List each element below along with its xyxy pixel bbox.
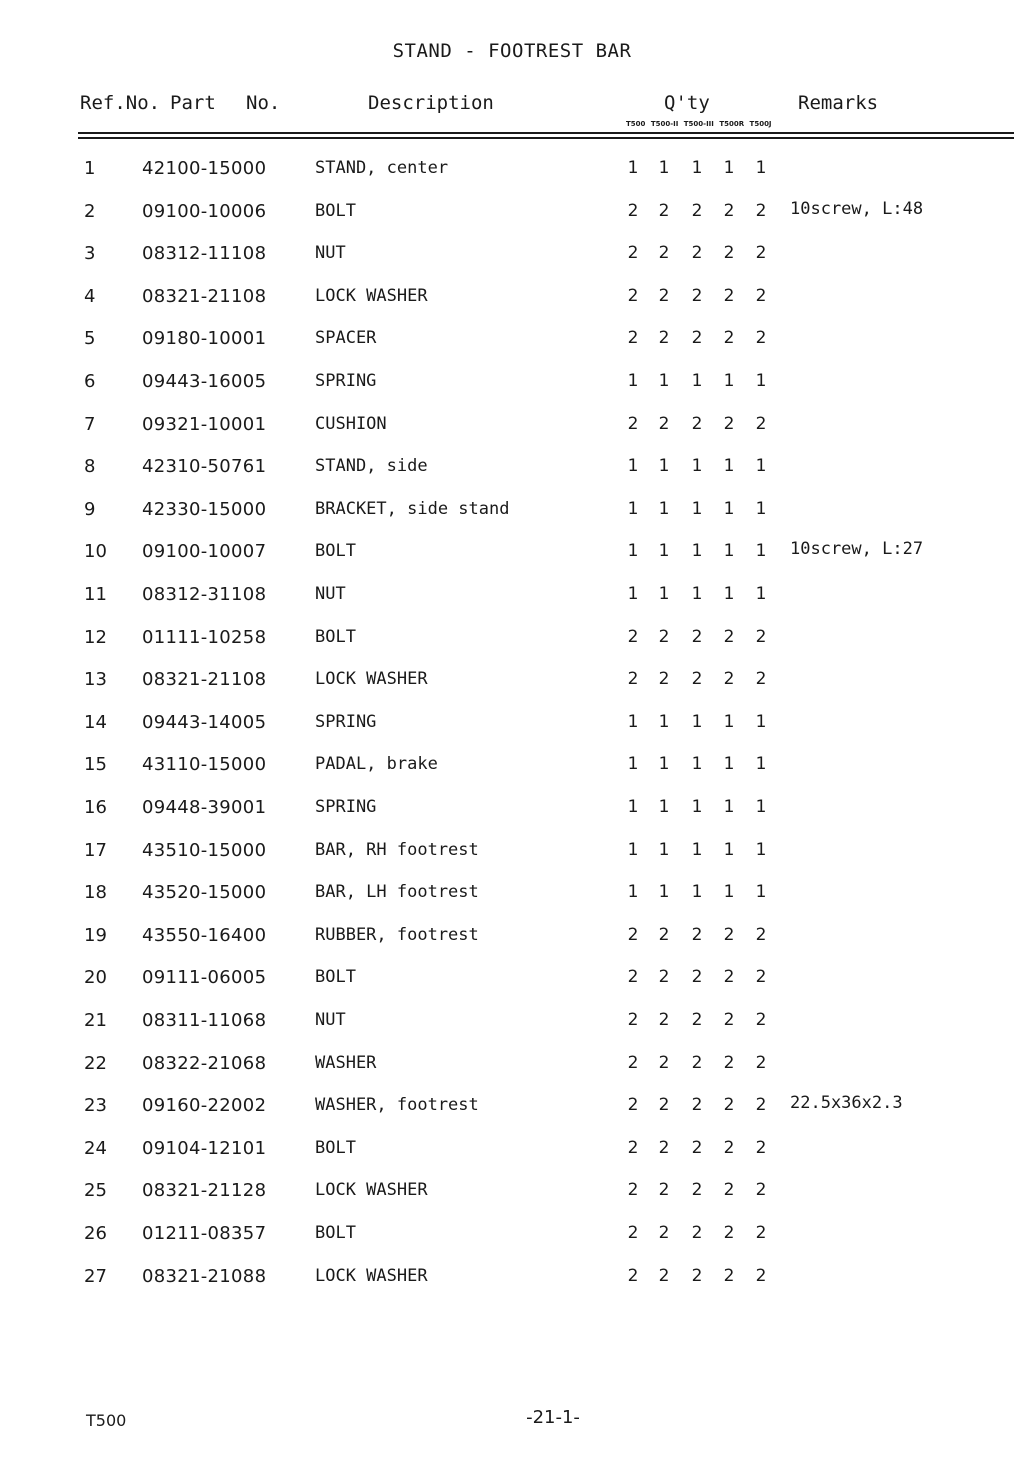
- qty-cell: 1: [691, 711, 703, 732]
- qty-cell: 2: [658, 1180, 670, 1201]
- table-row: [0, 712, 1024, 754]
- qty-cell: 1: [691, 882, 703, 903]
- table-row: [0, 925, 1024, 967]
- qty-cell: 2: [627, 669, 639, 690]
- table-row: [0, 584, 1024, 626]
- qty-cell: 1: [723, 371, 735, 391]
- qty-cell: 2: [658, 285, 670, 306]
- part-number: 08312-31108: [142, 584, 267, 605]
- qty-cell: 2: [691, 243, 703, 264]
- table-row: [0, 1180, 1024, 1222]
- ref-number: 21: [84, 1010, 107, 1031]
- table-row: [0, 1138, 1024, 1180]
- qty-cell: 2: [723, 413, 735, 434]
- qty-cell: 1: [627, 498, 639, 519]
- qty-cell: 1: [723, 456, 735, 477]
- part-number: 01211-08357: [142, 1223, 267, 1244]
- qty-cell: 2: [627, 1052, 639, 1073]
- qty-cell: 1: [723, 754, 735, 775]
- qty-cell: 2: [755, 967, 767, 988]
- qty-cell: 2: [627, 200, 639, 221]
- qty-cell: 2: [627, 328, 639, 349]
- part-description: BOLT: [315, 541, 356, 562]
- qty-cell: 2: [691, 1010, 703, 1030]
- part-number: 08311-11068: [142, 1010, 267, 1031]
- part-number: 09321-10001: [142, 413, 267, 435]
- ref-number: 24: [84, 1137, 107, 1159]
- part-description: SPRING: [315, 371, 377, 391]
- part-number: 09160-22002: [142, 1095, 267, 1117]
- part-number: 09448-39001: [142, 797, 267, 818]
- qty-cell: 2: [691, 285, 703, 306]
- qty-cell: 2: [658, 1010, 670, 1030]
- qty-cell: 2: [691, 1223, 703, 1243]
- qty-cell: 1: [658, 158, 670, 178]
- qty-cell: 2: [691, 1052, 703, 1073]
- qty-cell: 1: [691, 158, 703, 178]
- table-row: [0, 456, 1024, 498]
- qty-cell: 2: [755, 1095, 767, 1116]
- part-description: PADAL, brake: [315, 754, 438, 775]
- table-row: [0, 414, 1024, 456]
- qty-cell: 1: [755, 456, 767, 477]
- part-number: 08312-11108: [142, 243, 267, 265]
- table-row: [0, 1053, 1024, 1095]
- qty-cell: 2: [723, 328, 735, 349]
- qty-cell: 2: [755, 413, 767, 434]
- qty-model-columns: [626, 120, 776, 128]
- qty-cell: 1: [627, 754, 639, 775]
- part-description: LOCK WASHER: [315, 1265, 428, 1286]
- qty-cell: 2: [627, 1180, 639, 1201]
- part-description: BOLT: [315, 626, 356, 647]
- qty-cell: 2: [658, 669, 670, 690]
- qty-cell: 1: [658, 882, 670, 903]
- qty-cell: 1: [755, 754, 767, 775]
- ref-number: 7: [84, 413, 96, 435]
- part-number: 42310-50761: [142, 456, 267, 478]
- ref-number: 6: [84, 371, 96, 392]
- qty-cell: 2: [723, 924, 735, 945]
- qty-cell: 2: [755, 328, 767, 349]
- qty-cell: 1: [691, 498, 703, 519]
- qty-cell: 1: [755, 711, 767, 732]
- qty-cell: 2: [723, 967, 735, 988]
- model-label: T500: [626, 120, 646, 128]
- part-description: BRACKET, side stand: [315, 498, 510, 519]
- qty-cell: 2: [723, 1137, 735, 1158]
- header-ref-no: Ref.No.: [80, 92, 161, 114]
- part-number: 09100-10006: [142, 200, 267, 222]
- qty-cell: 1: [723, 797, 735, 817]
- qty-cell: 1: [723, 711, 735, 732]
- qty-cell: 2: [755, 1137, 767, 1158]
- table-row: [0, 882, 1024, 924]
- qty-cell: 1: [658, 584, 670, 604]
- qty-cell: 1: [691, 754, 703, 775]
- table-row: [0, 541, 1024, 583]
- ref-number: 20: [84, 967, 107, 989]
- part-description: WASHER: [315, 1052, 377, 1073]
- qty-cell: 1: [755, 158, 767, 178]
- part-number: 08322-21068: [142, 1052, 267, 1074]
- part-description: LOCK WASHER: [315, 1180, 428, 1201]
- part-description: RUBBER, footrest: [315, 924, 479, 945]
- qty-cell: 2: [658, 413, 670, 434]
- ref-number: 16: [84, 797, 107, 818]
- qty-cell: 2: [723, 1180, 735, 1201]
- qty-cell: 1: [627, 882, 639, 903]
- page-number: -21-1-: [526, 1407, 580, 1428]
- qty-cell: 2: [755, 200, 767, 221]
- ref-number: 27: [84, 1265, 107, 1287]
- ref-number: 5: [84, 328, 96, 350]
- qty-cell: 1: [691, 541, 703, 562]
- part-description: BOLT: [315, 1223, 356, 1243]
- qty-cell: 1: [723, 158, 735, 178]
- footer-model: T500: [86, 1411, 127, 1430]
- qty-cell: 2: [755, 1010, 767, 1030]
- ref-number: 8: [84, 456, 96, 478]
- header-qty: Q'ty: [664, 92, 710, 114]
- header-no: No.: [246, 92, 281, 114]
- model-label: T500-II: [650, 120, 679, 128]
- qty-cell: 2: [658, 1265, 670, 1286]
- model-label: T500R: [719, 120, 745, 128]
- model-label: T500J: [749, 120, 772, 128]
- part-number: 08321-21108: [142, 285, 267, 307]
- qty-cell: 1: [755, 882, 767, 903]
- part-description: SPACER: [315, 328, 377, 349]
- part-number: 43550-16400: [142, 924, 267, 946]
- part-description: STAND, side: [315, 456, 428, 477]
- qty-cell: 1: [691, 456, 703, 477]
- ref-number: 1: [84, 158, 96, 179]
- ref-number: 3: [84, 243, 96, 265]
- header-description: Description: [368, 92, 494, 114]
- qty-cell: 1: [658, 754, 670, 775]
- qty-cell: 2: [658, 200, 670, 221]
- qty-cell: 2: [658, 1137, 670, 1158]
- ref-number: 13: [84, 669, 107, 691]
- qty-cell: 2: [658, 243, 670, 264]
- qty-cell: 2: [627, 626, 639, 647]
- ref-number: 15: [84, 754, 107, 776]
- qty-cell: 2: [658, 1095, 670, 1116]
- qty-cell: 2: [627, 243, 639, 264]
- part-description: NUT: [315, 1010, 346, 1030]
- ref-number: 12: [84, 626, 107, 648]
- part-description: SPRING: [315, 711, 377, 732]
- table-row: [0, 243, 1024, 285]
- table-row: [0, 286, 1024, 328]
- qty-cell: 2: [658, 924, 670, 945]
- part-description: BOLT: [315, 1137, 356, 1158]
- qty-cell: 2: [627, 924, 639, 945]
- table-row: [0, 328, 1024, 370]
- qty-cell: 1: [627, 371, 639, 391]
- qty-cell: 2: [723, 243, 735, 264]
- qty-cell: 2: [691, 626, 703, 647]
- table-row: [0, 1223, 1024, 1265]
- ref-number: 17: [84, 839, 107, 861]
- part-description: WASHER, footrest: [315, 1095, 479, 1116]
- part-description: STAND, center: [315, 158, 449, 178]
- qty-cell: 2: [723, 1223, 735, 1243]
- ref-number: 4: [84, 285, 96, 307]
- qty-cell: 2: [723, 1052, 735, 1073]
- part-number: 08321-21108: [142, 669, 267, 691]
- model-label: T500-III: [683, 120, 714, 128]
- qty-cell: 2: [723, 1010, 735, 1030]
- table-row: [0, 840, 1024, 882]
- qty-cell: 1: [627, 839, 639, 860]
- ref-number: 9: [84, 498, 96, 520]
- qty-cell: 2: [691, 1137, 703, 1158]
- ref-number: 25: [84, 1180, 107, 1202]
- qty-cell: 2: [755, 924, 767, 945]
- qty-cell: 2: [723, 669, 735, 690]
- qty-cell: 1: [723, 839, 735, 860]
- part-number: 42100-15000: [142, 158, 267, 179]
- remarks-cell: 22.5x36x2.3: [790, 1093, 903, 1114]
- header-rule-bottom: [78, 137, 1014, 139]
- table-row: [0, 797, 1024, 839]
- ref-number: 14: [84, 711, 107, 733]
- qty-cell: 1: [658, 371, 670, 391]
- part-number: 43520-15000: [142, 882, 267, 904]
- qty-cell: 2: [627, 285, 639, 306]
- qty-cell: 1: [627, 797, 639, 817]
- qty-cell: 2: [723, 1265, 735, 1286]
- qty-cell: 2: [691, 200, 703, 221]
- part-number: 09180-10001: [142, 328, 267, 350]
- table-row: [0, 627, 1024, 669]
- ref-number: 18: [84, 882, 107, 904]
- ref-number: 10: [84, 541, 107, 563]
- qty-cell: 1: [691, 797, 703, 817]
- qty-cell: 2: [755, 285, 767, 306]
- part-description: NUT: [315, 584, 346, 604]
- ref-number: 11: [84, 584, 107, 605]
- qty-cell: 2: [723, 285, 735, 306]
- qty-cell: 2: [658, 1223, 670, 1243]
- qty-cell: 2: [627, 1265, 639, 1286]
- qty-cell: 1: [658, 498, 670, 519]
- qty-cell: 1: [658, 541, 670, 562]
- qty-cell: 2: [658, 328, 670, 349]
- qty-cell: 1: [658, 711, 670, 732]
- qty-cell: 1: [691, 371, 703, 391]
- qty-cell: 2: [627, 1223, 639, 1243]
- qty-cell: 2: [755, 1180, 767, 1201]
- part-number: 01111-10258: [142, 626, 267, 648]
- qty-cell: 2: [755, 1223, 767, 1243]
- part-number: 09111-06005: [142, 967, 267, 989]
- qty-cell: 2: [723, 200, 735, 221]
- header-part: Part: [170, 92, 216, 114]
- qty-cell: 1: [691, 839, 703, 860]
- qty-cell: 2: [755, 1052, 767, 1073]
- header-rule-top: [78, 132, 1014, 134]
- table-row: [0, 371, 1024, 413]
- qty-cell: 2: [691, 1180, 703, 1201]
- ref-number: 23: [84, 1095, 107, 1117]
- qty-cell: 2: [627, 1137, 639, 1158]
- part-number: 09104-12101: [142, 1137, 267, 1159]
- qty-cell: 1: [658, 456, 670, 477]
- qty-cell: 1: [755, 541, 767, 562]
- qty-cell: 1: [755, 498, 767, 519]
- qty-cell: 1: [627, 158, 639, 178]
- ref-number: 2: [84, 200, 96, 222]
- table-row: [0, 198, 1024, 243]
- qty-cell: 2: [627, 413, 639, 434]
- qty-cell: 1: [627, 541, 639, 562]
- qty-cell: 2: [691, 924, 703, 945]
- qty-cell: 1: [723, 541, 735, 562]
- qty-cell: 2: [723, 626, 735, 647]
- part-description: LOCK WASHER: [315, 669, 428, 690]
- qty-cell: 2: [627, 967, 639, 988]
- header-remarks: Remarks: [798, 92, 879, 114]
- table-row: [0, 1010, 1024, 1052]
- page-title: STAND - FOOTREST BAR: [392, 40, 632, 62]
- table-row: [0, 967, 1024, 1009]
- table-row: [0, 158, 1024, 200]
- qty-cell: 1: [627, 456, 639, 477]
- qty-cell: 1: [627, 711, 639, 732]
- qty-cell: 2: [691, 669, 703, 690]
- table-row: [0, 669, 1024, 711]
- part-description: BAR, RH footrest: [315, 839, 479, 860]
- qty-cell: 2: [658, 967, 670, 988]
- qty-cell: 1: [723, 498, 735, 519]
- part-number: 43510-15000: [142, 839, 267, 861]
- part-description: NUT: [315, 243, 346, 264]
- part-description: LOCK WASHER: [315, 285, 428, 306]
- qty-cell: 2: [658, 1052, 670, 1073]
- ref-number: 19: [84, 924, 107, 946]
- qty-cell: 2: [755, 626, 767, 647]
- qty-cell: 1: [691, 584, 703, 604]
- qty-cell: 2: [627, 1010, 639, 1030]
- qty-cell: 2: [691, 328, 703, 349]
- part-description: SPRING: [315, 797, 377, 817]
- qty-cell: 1: [658, 839, 670, 860]
- qty-cell: 2: [691, 1095, 703, 1116]
- qty-cell: 2: [755, 1265, 767, 1286]
- qty-cell: 2: [691, 967, 703, 988]
- table-row: [0, 1266, 1024, 1308]
- part-number: 42330-15000: [142, 498, 267, 520]
- part-number: 08321-21088: [142, 1265, 267, 1287]
- table-row: [0, 1095, 1024, 1137]
- ref-number: 26: [84, 1223, 107, 1244]
- part-number: 09443-14005: [142, 711, 267, 733]
- qty-cell: 2: [658, 626, 670, 647]
- part-description: BOLT: [315, 200, 356, 221]
- qty-cell: 2: [627, 1095, 639, 1116]
- part-number: 09443-16005: [142, 371, 267, 392]
- ref-number: 22: [84, 1052, 107, 1074]
- part-number: 09100-10007: [142, 541, 267, 563]
- qty-cell: 1: [755, 584, 767, 604]
- part-number: 08321-21128: [142, 1180, 267, 1202]
- qty-cell: 2: [755, 669, 767, 690]
- qty-cell: 2: [755, 243, 767, 264]
- part-description: BAR, LH footrest: [315, 882, 479, 903]
- qty-cell: 1: [627, 584, 639, 604]
- qty-cell: 1: [755, 839, 767, 860]
- table-row: [0, 754, 1024, 796]
- part-description: CUSHION: [315, 413, 387, 434]
- qty-cell: 2: [691, 413, 703, 434]
- qty-cell: 1: [723, 882, 735, 903]
- remarks-cell: 10screw, L:27: [790, 539, 924, 560]
- part-number: 43110-15000: [142, 754, 267, 776]
- qty-cell: 1: [658, 797, 670, 817]
- remarks-cell: 10screw, L:48: [790, 198, 924, 219]
- table-row: [0, 499, 1024, 541]
- qty-cell: 1: [723, 584, 735, 604]
- qty-cell: 1: [755, 797, 767, 817]
- qty-cell: 2: [723, 1095, 735, 1116]
- qty-cell: 2: [691, 1265, 703, 1286]
- qty-cell: 1: [755, 371, 767, 391]
- part-description: BOLT: [315, 967, 356, 988]
